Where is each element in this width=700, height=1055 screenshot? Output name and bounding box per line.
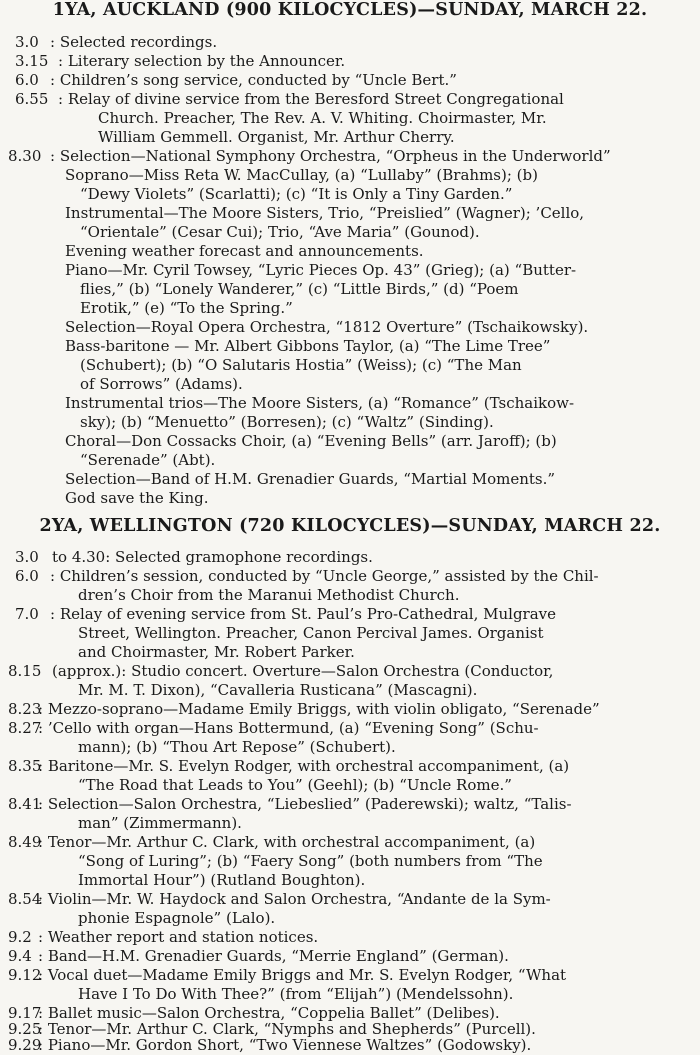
entry-text: and Choirmaster, Mr. Robert Parker. (78, 643, 355, 661)
entry-text: : Violin—Mr. W. Haydock and Salon Orchestra, “Andante de la Sym- (38, 890, 551, 908)
entry-text: : Children’s session, conducted by “Uncle George,” assisted by the Chil- (50, 567, 599, 585)
entry-time: 8.49 (8, 833, 42, 851)
entry-text: God save the King. (65, 489, 209, 507)
entry-text: Have I To Do With Thee?” (from “Elijah”) (Mendelssohn). (78, 985, 514, 1003)
entry-text: : ’Cello with organ—Hans Bottermund, (a) “Evening Song” (Schu- (38, 719, 539, 737)
entry-time: 3.0 (15, 33, 39, 51)
entry-time: 9.4 (8, 947, 32, 965)
entry-text: (Schubert); (b) “O Salutaris Hostia” (Weiss); (c) “The Man (80, 356, 522, 374)
entry-text: “Dewy Violets” (Scarlatti); (c) “It is Only a Tiny Garden.” (80, 185, 513, 203)
entry-time: 3.0 (15, 548, 39, 566)
entry-text: : Selected recordings. (50, 33, 218, 51)
entry-text: sky); (b) “Menuetto” (Borresen); (c) “Waltz” (Sinding). (80, 413, 494, 431)
entry-text: Instrumental—The Moore Sisters, Trio, “Preislied” (Wagner); ’Cello, (65, 204, 585, 222)
entry-text: : Vocal duet—Madame Emily Briggs and Mr. S. Evelyn Rodger, “What (38, 966, 567, 984)
entry-text: : Tenor—Mr. Arthur C. Clark, with orchestral accompaniment, (a) (38, 833, 536, 851)
entry-text: : Piano—Mr. Gordon Short, “Two Viennese Waltzes” (Godowsky). (38, 1036, 532, 1054)
entry-text: : Selection—Salon Orchestra, “Liebeslied” (Paderewski); waltz, “Talis- (38, 795, 572, 813)
entry-text: Street, Wellington. Preacher, Canon Percival James. Organist (78, 624, 544, 642)
entry-text: Selection—Band of H.M. Grenadier Guards, “Martial Moments.” (65, 470, 556, 488)
entry-text: of Sorrows” (Adams). (80, 375, 243, 393)
entry-text: : Weather report and station notices. (38, 928, 319, 946)
entry-text: Erotik,” (e) “To the Spring.” (80, 299, 293, 317)
entry-text: : Mezzo-soprano—Madame Emily Briggs, with violin obligato, “Serenade” (38, 700, 600, 718)
entry-time: 3.15 (15, 52, 49, 70)
entry-time: 8.27 (8, 719, 42, 737)
entry-text: Bass-baritone — Mr. Albert Gibbons Taylor, (a) “The Lime Tree” (65, 337, 551, 355)
entry-time: 6.55 (15, 90, 49, 108)
entry-text: William Gemmell. Organist, Mr. Arthur Cherry. (98, 128, 455, 146)
entry-time: 9.17 (8, 1004, 42, 1022)
entry-time: 7.0 (15, 605, 39, 623)
entry-text: Church. Preacher, The Rev. A. V. Whiting. Choirmaster, Mr. (98, 109, 547, 127)
entry-time: 9.2 (8, 928, 32, 946)
entry-text: flies,” (b) “Lonely Wanderer,” (c) “Little Birds,” (d) “Poem (80, 280, 519, 298)
entry-text: Piano—Mr. Cyril Towsey, “Lyric Pieces Op. 43” (Grieg); (a) “Butter- (65, 261, 577, 279)
entry-text: “Song of Luring”; (b) “Faery Song” (both numbers from “The (78, 852, 543, 870)
entry-time: 6.0 (15, 567, 39, 585)
entry-text: : Ballet music—Salon Orchestra, “Coppelia Ballet” (Delibes). (38, 1004, 500, 1022)
entry-time: 6.0 (15, 71, 39, 89)
entry-time: 8.30 (8, 147, 42, 165)
entry-time: 9.12 (8, 966, 42, 984)
entry-text: phonie Espagnole” (Lalo). (78, 909, 276, 927)
entry-text: : Children’s song service, conducted by “Uncle Bert.” (50, 71, 457, 89)
entry-text: : Selection—National Symphony Orchestra, “Orpheus in the Underworld” (50, 147, 611, 165)
entry-text: Soprano—Miss Reta W. MacCullay, (a) “Lullaby” (Brahms); (b) (65, 166, 538, 184)
entry-text: : Baritone—Mr. S. Evelyn Rodger, with orchestral accompaniment, (a) (38, 757, 570, 775)
entry-text: : Relay of divine service from the Beresford Street Congregational (58, 90, 564, 108)
entry-time: 9.25 (8, 1020, 42, 1038)
entry-text: Immortal Hour”) (Rutland Boughton). (78, 871, 366, 889)
entry-text: Selection—Royal Opera Orchestra, “1812 Overture” (Tschaikowsky). (65, 318, 589, 336)
entry-text: : Relay of evening service from St. Paul’s Pro-Cathedral, Mulgrave (50, 605, 557, 623)
entry-text: dren’s Choir from the Maranui Methodist Church. (78, 586, 460, 604)
entry-time: 9.29 (8, 1036, 42, 1054)
entry-time: 8.41 (8, 795, 42, 813)
entry-text: to 4.30: Selected gramophone recordings. (52, 548, 373, 566)
entry-text: “Orientale” (Cesar Cui); Trio, “Ave Maria” (Gounod). (80, 223, 480, 241)
entry-text: Choral—Don Cossacks Choir, (a) “Evening Bells” (arr. Jaroff); (b) (65, 432, 557, 450)
entry-time: 8.35 (8, 757, 42, 775)
entry-text: : Band—H.M. Grenadier Guards, “Merrie England” (German). (38, 947, 509, 965)
entry-text: mann); (b) “Thou Art Repose” (Schubert). (78, 738, 396, 756)
station-heading: 1YA, AUCKLAND (900 KILOCYCLES)—SUNDAY, MARCH 22. (52, 0, 648, 20)
entry-text: Mr. M. T. Dixon), “Cavalleria Rusticana” (Mascagni). (78, 681, 478, 699)
entry-text: : Tenor—Mr. Arthur C. Clark, “Nymphs and Shepherds” (Purcell). (38, 1020, 536, 1038)
entry-text: (approx.): Studio concert. Overture—Salon Orchestra (Conductor, (52, 662, 554, 680)
entry-text: Instrumental trios—The Moore Sisters, (a) “Romance” (Tschaikow- (65, 394, 575, 412)
entry-text: man” (Zimmermann). (78, 814, 242, 832)
entry-text: “The Road that Leads to You” (Geehl); (b) “Uncle Rome.” (78, 776, 512, 794)
entry-text: : Literary selection by the Announcer. (58, 52, 346, 70)
entry-time: 8.15 (8, 662, 42, 680)
entry-time: 8.23 (8, 700, 42, 718)
station-heading: 2YA, WELLINGTON (720 KILOCYCLES)—SUNDAY, MARCH 22. (39, 516, 661, 536)
entry-time: 8.54 (8, 890, 42, 908)
entry-text: “Serenade” (Abt). (80, 451, 216, 469)
entry-text: Evening weather forecast and announcements. (65, 242, 424, 260)
